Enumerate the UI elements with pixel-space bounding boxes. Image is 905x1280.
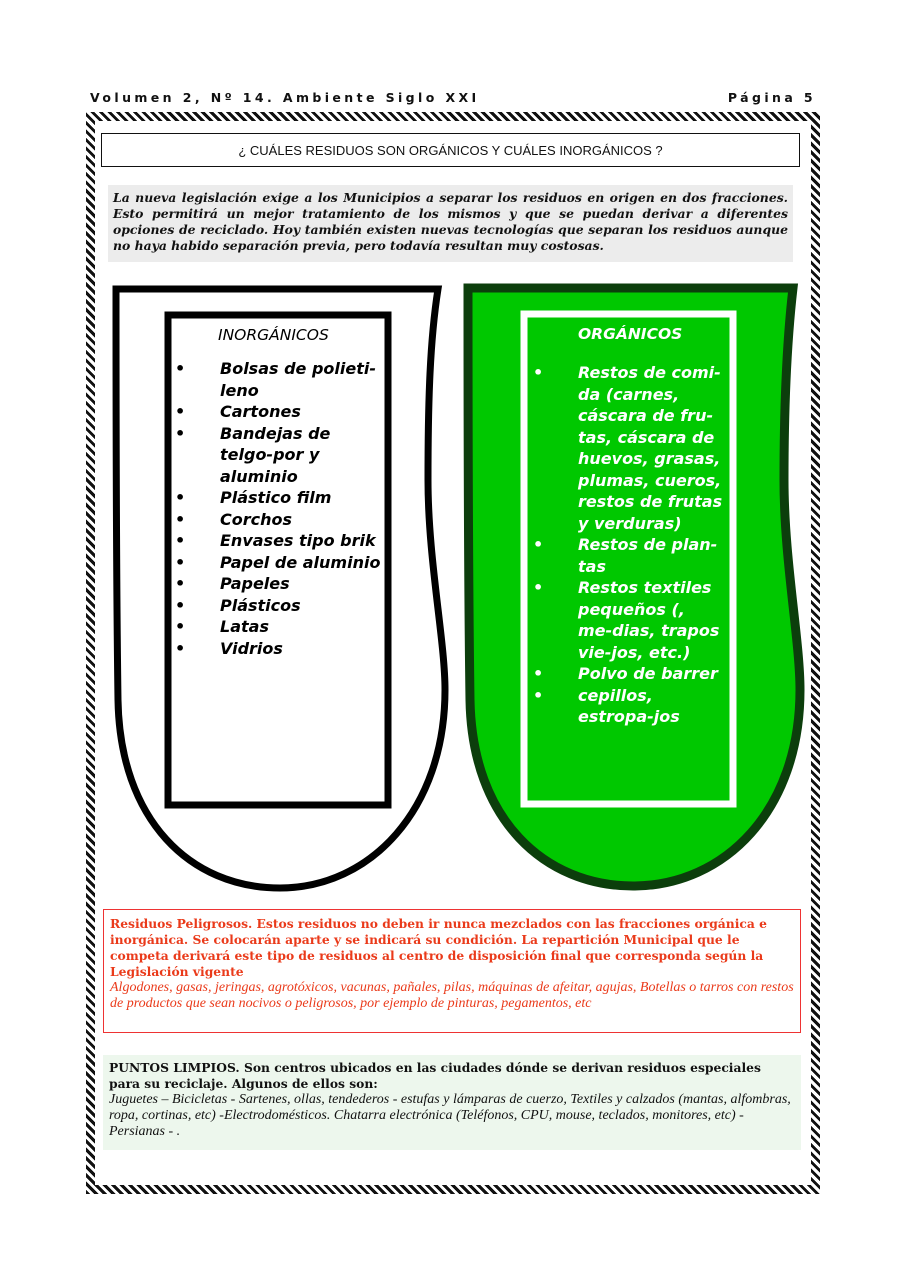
list-item: • Envases tipo brik (175, 531, 376, 550)
list-item: • Latas (175, 617, 269, 636)
section-title: ¿ CUÁLES RESIDUOS SON ORGÁNICOS Y CUÁLES INORGÁNICOS ? (101, 133, 800, 167)
clean-points-examples: Juguetes – Bicicletas - Sartenes, ollas, tendederos - estufas y lámparas de cuerzo, Textiles y calzados (mantas, alfombras, ropa, cortinas, etc) -Electrodomésticos. Chatarra electrónica (Teléfonos, CPU, mouse, teclados, monitores, etc) -Persianas - . (109, 1092, 791, 1139)
hazardous-waste-description: Residuos Peligrosos. Estos residuos no deben ir nunca mezclados con las fracciones orgánica e inorgánica. Se colocarán aparte y se indicará su condición. La repartición Municipal que le competa derivará este tipo de residuos al centro de disposición final que corresponda según la Legislación vigente (110, 916, 767, 979)
list-item: • Restos de plan-tas (533, 535, 718, 576)
clean-points-box (103, 1055, 801, 1150)
hazardous-waste-box (103, 909, 801, 1033)
list-item: • Polvo de barrer (533, 664, 718, 683)
organic-list-panel (533, 325, 723, 728)
inorganic-list-panel (175, 326, 385, 659)
list-item: • Plásticos (175, 595, 301, 615)
organic-heading: ORGÁNICOS (578, 325, 683, 343)
list-item: • Papel de aluminio (175, 552, 381, 572)
list-item: • Restos de comi-da (carnes, cáscara de fru-tas, cáscara de huevos, grasas, plumas, cueros, restos de frutas y verduras) (533, 363, 723, 533)
list-item: • Vidrios (175, 638, 283, 658)
list-item: • Bolsas de polieti-leno (175, 359, 376, 400)
list-item: • cepillos, estropa-jos (533, 685, 680, 726)
list-item: • Cartones (175, 402, 301, 421)
header-page-number: Página 5 (727, 90, 816, 105)
list-item: • Plástico film (175, 488, 332, 507)
header-volume: Volumen 2, Nº 14. Ambiente Siglo XXI (90, 90, 480, 105)
list-item: • Bandejas de telgo-por y aluminio (175, 423, 331, 486)
organic-list (533, 362, 723, 728)
inorganic-list (175, 358, 385, 659)
inorganic-heading: INORGÁNICOS (218, 326, 329, 344)
clean-points-description: PUNTOS LIMPIOS. Son centros ubicados en las ciudades dónde se derivan residuos especiales para su reciclaje. Algunos de ellos son: (109, 1060, 761, 1091)
list-item: • Papeles (175, 574, 290, 593)
list-item: • Corchos (175, 509, 293, 529)
list-item: • Restos textiles pequeños (, me-dias, trapos vie-jos, etc.) (533, 578, 720, 662)
intro-paragraph: La nueva legislación exige a los Municipios a separar los residuos en origen en dos fracciones. Esto permitirá un mejor tratamiento de los mismos y que se puedan derivar a diferentes opciones de reciclado. Hoy también existen nuevas tecnologías que separan los residuos aunque no haya habido separación previa, pero todavía resultan muy costosas. (108, 185, 793, 262)
hazardous-waste-examples: Algodones, gasas, jeringas, agrotóxicos, vacunas, pañales, pilas, máquinas de afeitar, agujas, Botellas o tarros con restos de productos que sean nocivos o peligrosos, por ejemplo de pinturas, pegamentos, etc (110, 980, 794, 1011)
